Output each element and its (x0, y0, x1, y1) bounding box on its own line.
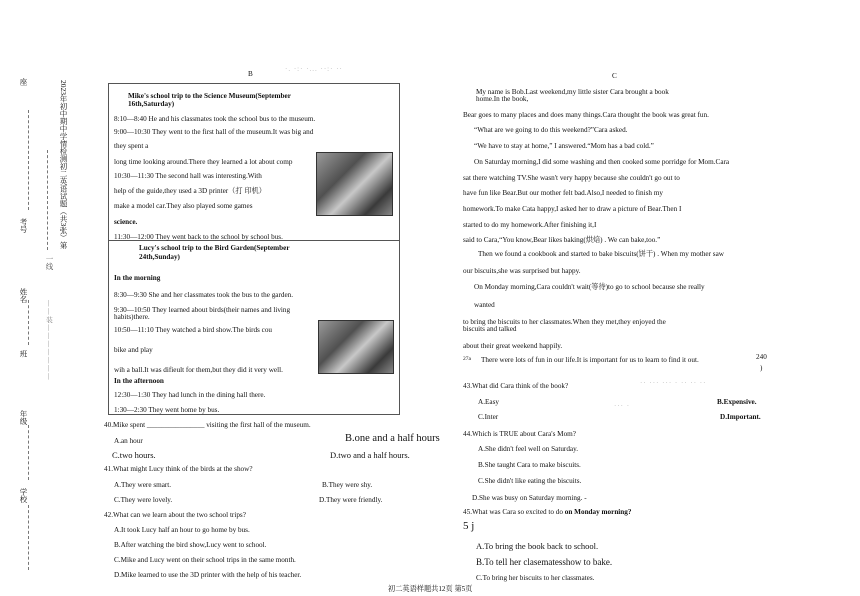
seat-label: 座 (19, 78, 28, 86)
question-42: 42.What can we learn about the two school trips? (104, 511, 246, 519)
q45-option-b[interactable]: B.To tell her clasematesshow to bake. (476, 557, 613, 567)
seal-line-label: 一线 (45, 255, 54, 270)
margin-mark-paren: ) (760, 364, 763, 372)
museum-photo (316, 152, 393, 216)
passage-line: started to do my homework.After finishing it,I (463, 221, 597, 229)
passage-line: There were lots of fun in our life.It is important for us to learn to find it out. (481, 356, 699, 364)
binding-margin (0, 0, 80, 596)
passage-line: said to Cara,“You know,Bear likes baking(烘焙) . We can bake,too.” (463, 236, 661, 244)
passage-line: about their great weekend happily. (463, 342, 563, 350)
q45-mark: 5 j (463, 520, 475, 532)
school-label: 学校 (19, 488, 28, 503)
q41-option-c[interactable]: C.They were lovely. (114, 496, 173, 504)
passage-line: have fun like Bear.But our mother felt bad.Also,I needed to finish my (463, 189, 664, 197)
passage-line: biscuits and talked (463, 325, 517, 333)
q43-option-b[interactable]: B.Expensive. (717, 398, 757, 406)
passage-line: On Saturday morning,I did some washing and then cooked some porridge for Mom.Cara (474, 158, 730, 166)
question-44: 44.Which is TRUE about Cara's Mom? (463, 430, 576, 438)
q41-option-a[interactable]: A.They were smart. (114, 481, 172, 489)
q44-option-c[interactable]: C.She didn't like eating the biscuits. (478, 477, 582, 485)
q42-option-b[interactable]: B.After watching the bird show,Lucy went to school. (114, 541, 267, 549)
q42-option-d[interactable]: D.Mike learned to use the 3D printer with the help of his teacher. (114, 571, 302, 579)
passage-line: “We have to stay at home,” I answered.“Mom has a bad cold.” (474, 142, 654, 150)
q45-option-a[interactable]: A.To bring the book back to school. (476, 541, 599, 551)
passage-line: to bring the biscuits to her classmates.When they met,they enjoyed the (463, 318, 666, 326)
q41-option-d[interactable]: D.They were friendly. (319, 496, 383, 504)
lucy-morning-heading: In the morning (114, 274, 161, 282)
bird-show-photo (318, 320, 394, 374)
question-45-lead (463, 508, 632, 517)
passage-line: wanted (474, 301, 495, 309)
passage-line: Bear goes to many places and does many things.Cara thought the book was great fun. (463, 111, 709, 119)
scan-smudge: ··· · (614, 402, 631, 410)
mike-line: science. (114, 218, 138, 226)
question-41: 41.What might Lucy think of the birds at the show? (104, 465, 253, 473)
exam-title-vertical: 2023年初中期中学情检测初二英语试题（共3张）第 (59, 80, 68, 249)
question-45-bold: on Monday morning? (564, 508, 632, 516)
lucy-line: 8:30—9:30 She and her classmates took the bus to the garden. (114, 291, 294, 299)
fill-line-3 (28, 425, 29, 480)
lucy-line: 12:30—1:30 They had lunch in the dining hall there. (114, 391, 266, 399)
passage-line: “What are we going to do this weekend?”Cara asked. (474, 126, 628, 134)
mike-title-line2: 16th,Saturday) (128, 100, 175, 108)
name-label: 姓名 (19, 288, 28, 303)
question-45-text: 45.What was Cara so excited to do (463, 508, 563, 516)
lucy-line: wih a ball.It was difieult for them,but they did it very well. (114, 366, 283, 374)
mike-line: 9:00—10:30 They went to the first hall of the museum.It was big and (114, 128, 314, 136)
q40-option-c[interactable]: C.two hours. (112, 450, 156, 460)
mike-line: help of the guide,they used a 3D printer（打 印机） (114, 187, 266, 195)
margin-mark-27: 27a (463, 356, 471, 362)
section-b-letter: B (248, 70, 253, 78)
passage-line: home.In the book, (476, 95, 529, 103)
passage-line: sat there watching TV.She wasn't very happy because she couldn't go out to (463, 174, 680, 182)
scan-smudge: ·. ·:· ·... ··:· ·· (285, 65, 343, 73)
q42-option-c[interactable]: C.Mike and Lucy went on their school trips in the same month. (114, 556, 296, 564)
passage-line: On Monday morning,Cara couldn't wait(等待)to go to school because she really (474, 283, 705, 291)
lucy-afternoon-heading: In the afternoon (114, 377, 164, 385)
exam-number-label: 考号 (19, 218, 28, 233)
mike-line: 11:30—12:00 They went back to the school by school bus. (114, 233, 283, 241)
question-40: 40.Mike spent ________________ visiting the first hall of the museum. (104, 421, 311, 429)
passage-line: our biscuits,she was surprised but happy. (463, 267, 581, 275)
passage-line: Then we found a cookbook and started to bake biscuits(饼干) . When my mother saw (478, 250, 724, 258)
lucy-title-line2: 24th,Sunday) (139, 253, 180, 261)
lucy-line: 10:50—11:10 They watched a bird show.The birds cou (114, 326, 273, 334)
passage-line: homework.To make Cata happy,I asked her to draw a picture of Bear.Then I (463, 205, 682, 213)
mike-line: 10:30—11:30 The second hall was interesting.With (114, 172, 262, 180)
q45-option-c[interactable]: C.To bring her biscuits to her classmates. (476, 574, 595, 582)
seal-mark: — — 装 — — — — — — — (45, 300, 52, 380)
q40-option-a[interactable]: A.an hour (114, 437, 143, 445)
class-label: 班 (19, 350, 28, 358)
passage-line: My name is Bob.Last weekend,my little sister Cara brought a book (476, 88, 669, 96)
q40-option-b[interactable]: B.one and a half hours (345, 433, 440, 444)
mike-line: long time looking around.There they learned a lot about comp (114, 158, 293, 166)
q40-option-d[interactable]: D.two and a half hours. (330, 450, 410, 460)
page-footer: 初二英语样题共12页 第5页 (388, 585, 473, 593)
fill-line-1 (28, 110, 29, 210)
q43-option-d[interactable]: D.Important. (720, 413, 761, 421)
section-c-letter: C (612, 72, 617, 80)
mike-line: 8:10—8:40 He and his classmates took the school bus to the museum. (114, 115, 316, 123)
lucy-line: 1:30—2:30 They went home by bus. (114, 406, 220, 414)
q44-option-d[interactable]: D.She was busy on Saturday morning. - (472, 494, 587, 502)
q44-option-a[interactable]: A.She didn't feel well on Saturday. (478, 445, 579, 453)
question-43: 43.What did Cara think of the book? (463, 382, 569, 390)
mike-title-line1: Mike's school trip to the Science Museum(September (128, 92, 291, 100)
q42-option-a[interactable]: A.It took Lucy half an hour to go home by bus. (114, 526, 250, 534)
mike-line: make a model car.They also played some games (114, 202, 253, 210)
q43-option-c[interactable]: C.Inter (478, 413, 499, 421)
lucy-line: 9:30—10:50 They learned about birds(their names and living (114, 306, 291, 314)
margin-mark-240: 240 (756, 353, 767, 361)
lucy-title-line1: Lucy's school trip to the Bird Garden(September (139, 244, 290, 252)
fill-line-2 (28, 300, 29, 345)
scan-smudge: ·· ··· ··· · ·· ·· ·· (640, 379, 707, 387)
grade-label: 年级 (19, 410, 28, 425)
seal-dash-line (47, 150, 48, 250)
q41-option-b[interactable]: B.They were shy. (322, 481, 373, 489)
mike-line: they spent a (114, 142, 149, 150)
lucy-line: bike and play (114, 346, 153, 354)
lucy-line: habits)there. (114, 313, 150, 321)
q44-option-b[interactable]: B.She taught Cara to make biscuits. (478, 461, 581, 469)
fill-line-4 (28, 505, 29, 570)
q43-option-a[interactable]: A.Easy (478, 398, 499, 406)
